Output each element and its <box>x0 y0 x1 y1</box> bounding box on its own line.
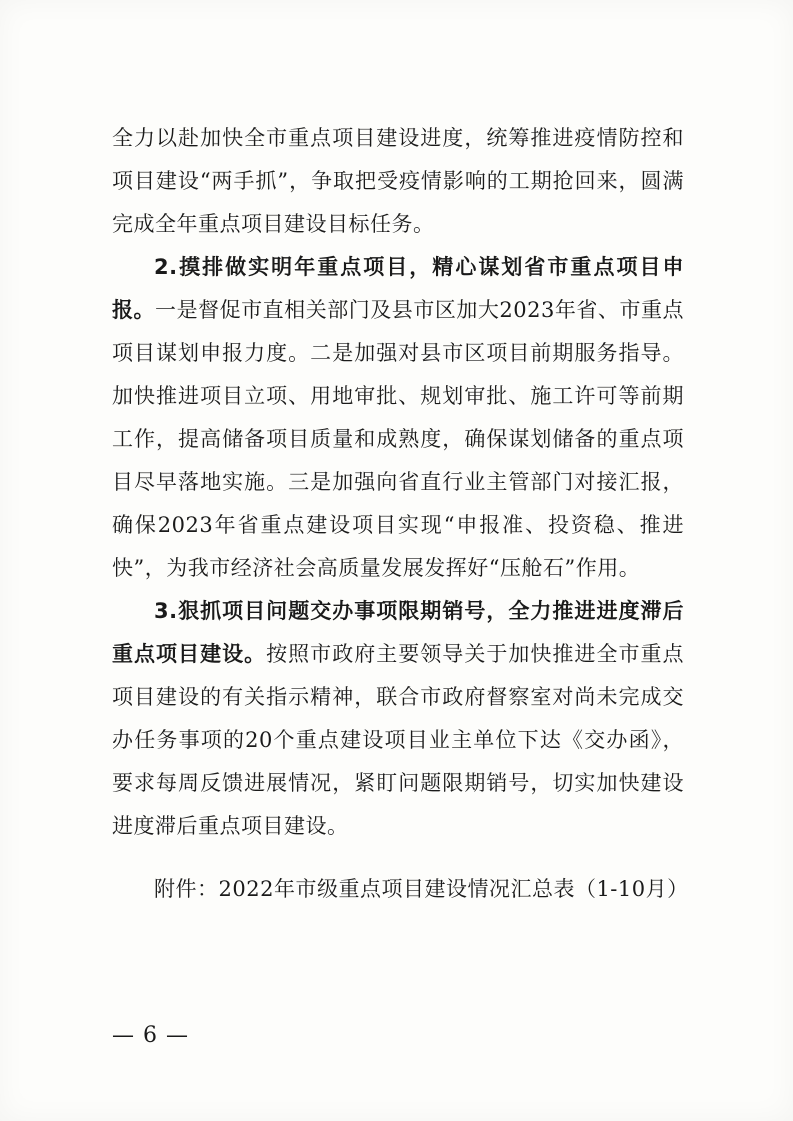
document-body <box>112 117 689 911</box>
section-3-text: 按照市政府主要领导关于加快推进全市重点项目建设的有关指示精神，联合市政府督察室对尚未完成交办任务事项的20个重点建设项目业主单位下达《交办函》，要求每周反馈进展情况，紧盯问题限期销号，切实加快建设进度滞后重点项目建设。 <box>112 642 684 838</box>
page-number: — 6 — <box>112 1023 189 1048</box>
section-2-heading: 2.摸排做实明年重点项目，精心谋划省市重点项目申报。 <box>112 255 684 322</box>
attachment-note: 附件：2022年市级重点项目建设情况汇总表（1-10月） <box>154 877 689 901</box>
paragraph-section-3 <box>112 590 684 848</box>
paragraph-continuation: 全力以赴加快全市重点项目建设进度，统筹推进疫情防控和项目建设“两手抓”，争取把受疫情影响的工期抢回来，圆满完成全年重点项目建设目标任务。 <box>112 126 684 236</box>
section-2-text: 一是督促市直相关部门及县市区加大2023年省、市重点项目谋划申报力度。二是加强对县市区项目前期服务指导。加快推进项目立项、用地审批、规划审批、施工许可等前期工作，提高储备项目质量和成熟度，确保谋划储备的重点项目尽早落地实施。三是加强向省直行业主管部门对接汇报，确保2023年省重点建设项目实现“申报准、投资稳、推进快”，为我市经济社会高质量发展发挥好“压舱石”作用。 <box>112 298 684 580</box>
section-3-heading: 3.狠抓项目问题交办事项限期销号，全力推进进度滞后重点项目建设。 <box>112 599 684 666</box>
paragraph-section-2 <box>112 246 684 590</box>
